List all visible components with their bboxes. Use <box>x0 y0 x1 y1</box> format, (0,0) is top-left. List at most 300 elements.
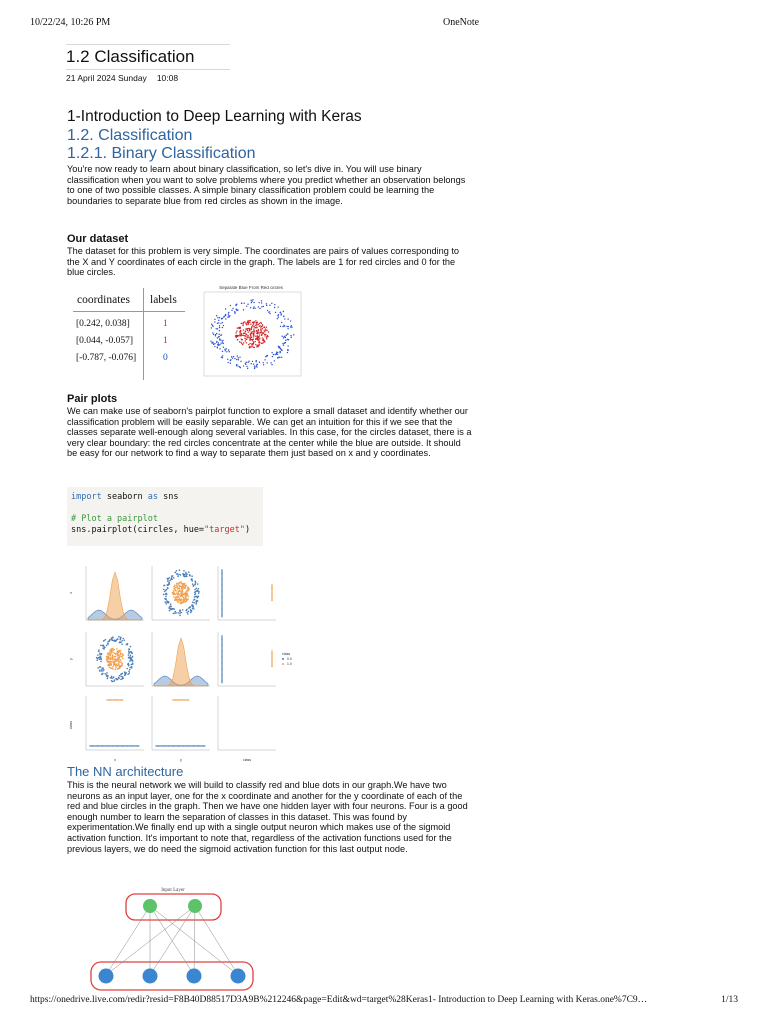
scatter-point <box>120 653 122 655</box>
scatter-point <box>196 600 198 602</box>
scatter-point <box>271 352 272 353</box>
scatter-point <box>271 650 272 651</box>
scatter-point <box>114 699 115 700</box>
scatter-point <box>287 345 288 346</box>
input-layer-label: Input Layer <box>161 888 185 893</box>
scatter-point <box>197 589 199 591</box>
scatter-point <box>244 335 245 336</box>
scatter-point <box>132 656 134 658</box>
dataset-table <box>67 286 192 382</box>
scatter-point <box>282 326 283 327</box>
scatter-point <box>256 335 257 336</box>
code-line-pairplot <box>71 525 263 536</box>
scatter-point <box>245 323 246 324</box>
scatter-point <box>118 657 120 659</box>
hidden-neuron-3 <box>187 969 202 984</box>
scatter-point <box>177 612 179 614</box>
scatter-point <box>114 639 116 641</box>
scatter-point <box>250 333 251 334</box>
scatter-point <box>108 745 109 746</box>
scatter-point <box>109 654 111 656</box>
scatter-point <box>218 336 219 337</box>
scatter-point <box>271 590 272 591</box>
scatter-point <box>218 322 219 323</box>
scatter-point <box>214 346 215 347</box>
scatter-point <box>177 596 179 598</box>
scatter-point <box>271 660 272 661</box>
scatter-point <box>180 603 182 605</box>
nn-paragraph: This is the neural network we will build to classify red and blue dots in our graph.We have two neurons as an input layer, one for the x coordinate and another for the y coordinate of each of the red and blue circles in the graph. Then we have one hidden layer with four neurons. Four is a good enough number to learn the separation of classes in this dataset. This was found by experimentation.We finally end up with a single output neuron which makes use of the sigmoid activation function. It's important to note that, regardless of the activation functions used for the previous layers, we do need the sigmoid activation function for this last output node. <box>67 780 468 854</box>
scatter-point <box>221 609 222 610</box>
scatter-point <box>129 660 131 662</box>
scatter-point <box>287 339 288 340</box>
scatter-point <box>220 323 221 324</box>
scatter-point <box>245 335 246 336</box>
scatter-point <box>264 341 265 342</box>
scatter-point <box>263 332 264 333</box>
scatter-point <box>109 666 111 668</box>
scatter-point <box>221 589 222 590</box>
scatter-point <box>221 615 222 616</box>
scatter-point <box>116 660 118 662</box>
scatter-point <box>275 354 276 355</box>
scatter-point <box>221 638 222 639</box>
scatter-point <box>221 587 222 588</box>
table-cell-label: 1 <box>163 336 168 346</box>
scatter-point <box>118 655 120 657</box>
scatter-point <box>241 339 242 340</box>
scatter-point <box>119 665 121 667</box>
scatter-point <box>194 584 196 586</box>
scatter-point <box>116 640 118 642</box>
scatter-point <box>108 641 110 643</box>
scatter-point <box>263 362 264 363</box>
scatter-point <box>182 745 183 746</box>
scatter-point <box>253 331 254 332</box>
scatter-point <box>271 600 272 601</box>
scatter-point <box>283 311 284 312</box>
scatter-point <box>194 592 196 594</box>
scatter-point <box>180 699 181 700</box>
scatter-point <box>253 363 254 364</box>
scatter-point <box>93 745 94 746</box>
scatter-point <box>115 656 117 658</box>
scatter-point <box>118 699 119 700</box>
scatter-point <box>175 745 176 746</box>
scatter-point <box>163 745 164 746</box>
scatter-point <box>221 592 222 593</box>
scatter-point <box>190 745 191 746</box>
scatter-point <box>283 316 284 317</box>
scatter-point <box>216 315 217 316</box>
scatter-point <box>246 324 247 325</box>
pairplot-cell <box>152 566 210 620</box>
scatter-point <box>104 646 106 648</box>
scatter-point <box>194 594 196 596</box>
scatter-point <box>247 328 248 329</box>
scatter-point <box>259 344 260 345</box>
scatter-point <box>113 676 115 678</box>
scatter-point <box>257 364 258 365</box>
scatter-point <box>239 335 240 336</box>
scatter-point <box>167 579 169 581</box>
scatter-point <box>118 636 120 638</box>
scatter-point <box>111 745 112 746</box>
scatter-point <box>253 339 254 340</box>
scatter-point <box>116 668 118 670</box>
scatter-point <box>221 604 222 605</box>
scatter-point <box>266 355 267 356</box>
scatter-point <box>185 745 186 746</box>
scatter-point <box>245 330 246 331</box>
pairplot-legend-item-0: 0.0 <box>287 657 292 662</box>
scatter-point <box>100 661 102 663</box>
scatter-point <box>114 668 116 670</box>
scatter-point <box>158 745 159 746</box>
scatter-point <box>233 356 234 357</box>
scatter-point <box>133 745 134 746</box>
scatter-point <box>181 598 183 600</box>
dataset-figure <box>67 286 305 384</box>
scatter-point <box>231 356 232 357</box>
scatter-point <box>283 325 284 326</box>
scatter-point <box>111 661 113 663</box>
scatter-point <box>178 699 179 700</box>
scatter-point <box>119 661 121 663</box>
scatter-point <box>109 663 111 665</box>
hidden-layer-box <box>91 962 253 990</box>
scatter-point <box>125 674 127 676</box>
input-neuron-x <box>143 899 157 913</box>
scatter-point <box>128 652 130 654</box>
scatter-point <box>281 336 282 337</box>
scatter-point <box>91 745 92 746</box>
scatter-point <box>180 590 182 592</box>
scatter-point <box>287 349 288 350</box>
scatter-point <box>281 322 282 323</box>
scatter-point <box>112 666 114 668</box>
scatter-point <box>219 348 220 349</box>
scatter-point <box>223 325 224 326</box>
scatter-point <box>129 669 131 671</box>
table-cell-coord: [0.044, -0.057] <box>76 336 133 346</box>
scatter-point <box>250 331 251 332</box>
scatter-point <box>286 335 287 336</box>
scatter-point <box>254 368 255 369</box>
scatter-point <box>271 592 272 593</box>
pairplot-cell <box>218 696 276 750</box>
scatter-point <box>243 309 244 310</box>
scatter-point <box>268 311 269 312</box>
scatter-point <box>246 342 247 343</box>
scatter-point <box>113 745 114 746</box>
scatter-point <box>248 331 249 332</box>
scatter-point <box>271 599 272 600</box>
scatter-point <box>97 654 99 656</box>
scatter-point <box>245 338 246 339</box>
table-cell-coord: [0.242, 0.038] <box>76 319 130 329</box>
scatter-point <box>168 583 170 585</box>
scatter-point <box>218 334 219 335</box>
scatter-point <box>221 671 222 672</box>
scatter-point <box>103 745 104 746</box>
code-close: ) <box>245 525 251 535</box>
scatter-point <box>109 661 111 663</box>
scatter-point <box>101 667 103 669</box>
scatter-point <box>216 333 217 334</box>
scatter-point <box>107 655 109 657</box>
scatter-point <box>271 659 272 660</box>
scatter-point <box>221 574 222 575</box>
scatter-point <box>221 583 222 584</box>
scatter-point <box>166 589 168 591</box>
scatter-point <box>114 653 116 655</box>
scatter-point <box>159 745 160 746</box>
pairplot-cell <box>218 632 276 686</box>
scatter-point <box>251 327 252 328</box>
scatter-point <box>182 609 184 611</box>
scatter-point <box>110 659 112 661</box>
scatter-point <box>182 699 183 700</box>
scatter-point <box>121 640 123 642</box>
scatter-point <box>109 699 110 700</box>
scatter-point <box>182 599 184 601</box>
scatter-point <box>234 313 235 314</box>
scatter-point <box>181 699 182 700</box>
scatter-point <box>220 339 221 340</box>
scatter-point <box>223 316 224 317</box>
scatter-point <box>221 593 222 594</box>
scatter-point <box>234 311 235 312</box>
pairplot-xlabel: x <box>114 758 116 762</box>
scatter-point <box>271 589 272 590</box>
scatter-point <box>221 571 222 572</box>
pairplot-cell <box>86 632 144 686</box>
scatter-point <box>232 308 233 309</box>
scatter-point <box>221 596 222 597</box>
scatter-point <box>196 602 198 604</box>
scatter-point <box>124 640 126 642</box>
scatter-point <box>110 656 112 658</box>
scatter-point <box>155 745 156 746</box>
scatter-point <box>217 347 218 348</box>
code-line-blank <box>71 503 263 514</box>
scatter-point <box>122 653 124 655</box>
input-layer-box <box>126 894 221 920</box>
scatter-point <box>261 323 262 324</box>
scatter-point <box>243 365 244 366</box>
scatter-point <box>271 586 272 587</box>
scatter-point <box>247 335 248 336</box>
scatter-point <box>186 595 188 597</box>
scatter-point <box>221 605 222 606</box>
nn-connections <box>106 906 238 975</box>
scatter-point <box>239 332 240 333</box>
scatter-point <box>211 327 212 328</box>
scatter-point <box>275 312 276 313</box>
scatter-point <box>96 657 98 659</box>
scatter-point <box>221 661 222 662</box>
scatter-point <box>221 584 222 585</box>
scatter-point <box>179 609 181 611</box>
scatter-point <box>210 341 211 342</box>
scatter-point <box>254 365 255 366</box>
print-app-name: OneNote <box>443 17 480 28</box>
scatter-point <box>120 661 122 663</box>
scatter-point <box>115 659 117 661</box>
code-string: "target" <box>204 525 246 535</box>
scatter-point <box>120 638 122 640</box>
scatter-point <box>271 665 272 666</box>
pairplot-heading: Pair plots <box>67 393 118 405</box>
scatter-point <box>221 581 222 582</box>
code-keyword-as: as <box>147 492 159 502</box>
scatter-point <box>221 676 222 677</box>
scatter-point <box>169 745 170 746</box>
scatter-point <box>187 590 189 592</box>
scatter-point <box>287 328 288 329</box>
scatter-point <box>217 323 218 324</box>
scatter-point <box>291 337 292 338</box>
scatter-point <box>271 664 272 665</box>
scatter-point <box>285 340 286 341</box>
scatter-point <box>122 655 124 657</box>
scatter-point <box>256 346 257 347</box>
scatter-point <box>253 302 254 303</box>
scatter-point <box>250 307 251 308</box>
scatter-point <box>174 745 175 746</box>
pairplot-cell <box>86 566 144 620</box>
scatter-point <box>166 593 168 595</box>
scatter-point <box>238 357 239 358</box>
scatter-point <box>195 596 197 598</box>
scatter-point <box>221 610 222 611</box>
scatter-point <box>118 677 120 679</box>
scatter-point <box>103 669 105 671</box>
scatter-point <box>271 587 272 588</box>
scatter-point <box>116 638 118 640</box>
pairplot-cell <box>152 632 210 686</box>
scatter-point <box>182 574 184 576</box>
scatter-point <box>221 613 222 614</box>
scatter-point <box>184 574 186 576</box>
scatter-point <box>160 745 161 746</box>
scatter-point <box>121 699 122 700</box>
code-block[interactable] <box>67 487 263 546</box>
scatter-point <box>174 594 176 596</box>
page-title[interactable]: 1.2 Classification <box>66 47 195 66</box>
scatter-point <box>239 327 240 328</box>
scatter-point <box>255 325 256 326</box>
scatter-point <box>228 314 229 315</box>
scatter-point <box>221 674 222 675</box>
scatter-point <box>122 699 123 700</box>
scatter-point <box>228 349 229 350</box>
scatter-point <box>183 586 185 588</box>
scatter-point <box>184 745 185 746</box>
scatter-point <box>120 679 122 681</box>
pairplot-legend-item-1: 1.0 <box>287 662 292 667</box>
scatter-point <box>246 305 247 306</box>
scatter-point <box>130 658 132 660</box>
scatter-point <box>247 304 248 305</box>
scatter-point <box>187 588 189 590</box>
scatter-point <box>123 745 124 746</box>
scatter-point <box>179 613 181 615</box>
scatter-point <box>182 601 184 603</box>
print-header <box>30 17 738 31</box>
scatter-point <box>113 661 115 663</box>
scatter-point <box>112 681 114 683</box>
pairplot-legend-swatch-0 <box>282 658 284 660</box>
hidden-neuron-2 <box>143 969 158 984</box>
scatter-point <box>178 600 180 602</box>
scatter-point <box>221 681 222 682</box>
scatter-point <box>284 318 285 319</box>
scatter-point <box>270 362 271 363</box>
scatter-point <box>180 745 181 746</box>
page-meta <box>66 73 230 83</box>
scatter-point <box>109 657 111 659</box>
scatter-point <box>237 339 238 340</box>
scatter-point <box>212 325 213 326</box>
scatter-point <box>250 300 251 301</box>
scatter-point <box>117 650 119 652</box>
scatter-point <box>221 677 222 678</box>
code-module: seaborn <box>101 492 148 502</box>
scatter-point <box>192 601 194 603</box>
scatter-point <box>122 745 123 746</box>
scatter-point <box>130 655 132 657</box>
scatter-point <box>99 670 101 672</box>
scatter-point <box>259 362 260 363</box>
scatter-point <box>106 672 108 674</box>
scatter-point <box>176 570 178 572</box>
scatter-point <box>204 745 205 746</box>
scatter-point <box>280 326 281 327</box>
scatter-point <box>252 325 253 326</box>
scatter-point <box>111 648 113 650</box>
scatter-point <box>157 745 158 746</box>
scatter-point <box>253 333 254 334</box>
scatter-point <box>173 590 175 592</box>
scatter-point <box>120 676 122 678</box>
scatter-point <box>250 339 251 340</box>
scatter-point <box>103 640 105 642</box>
scatter-point <box>274 304 275 305</box>
scatter-point <box>221 585 222 586</box>
scatter-point <box>186 609 188 611</box>
scatter-point <box>220 342 221 343</box>
page-time: 10:08 <box>156 73 179 83</box>
code-line-comment: # Plot a pairplot <box>71 514 158 524</box>
scatter-point <box>274 307 275 308</box>
scatter-point <box>251 302 252 303</box>
pairplot-paragraph: We can make use of seaborn's pairplot function to explore a small dataset and identify whether our classification problem will be easily separable. We can get an intuition for this if we see that the classes separate well-enough along several variables. In this case, for the circles dataset, there is a very clear boundary: the red circles concentrate at the center while the blue are outside. It should be easy for our network to find a way to separate them just based on x and y coordinates. <box>67 406 472 459</box>
scatter-point <box>193 584 195 586</box>
scatter-point <box>279 312 280 313</box>
scatter-point <box>252 299 253 300</box>
scatter-point <box>243 322 244 323</box>
scatter-point <box>111 667 113 669</box>
scatter-point <box>179 745 180 746</box>
scatter-point <box>253 324 254 325</box>
scatter-point <box>111 639 113 641</box>
scatter-point <box>253 308 254 309</box>
scatter-point <box>271 596 272 597</box>
scatter-point <box>217 337 218 338</box>
scatter-point <box>246 334 247 335</box>
